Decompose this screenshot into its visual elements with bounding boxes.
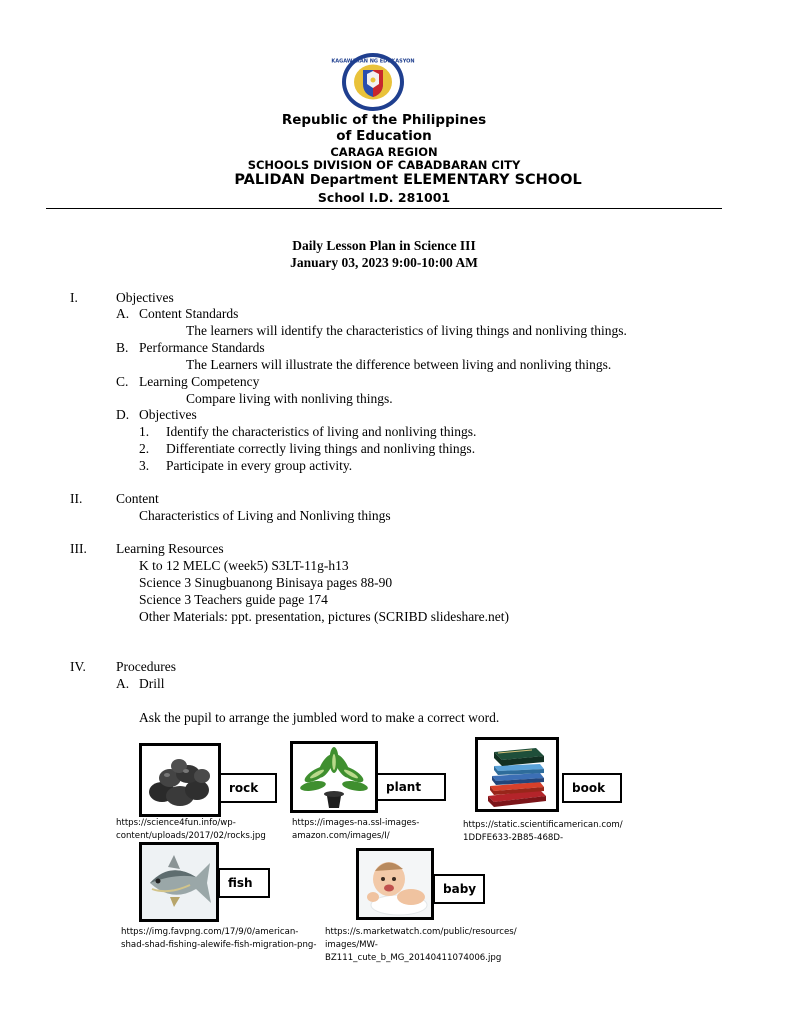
- source-line: https://images-na.ssl-images-: [292, 818, 420, 828]
- header-school-id: School I.D. 281001: [317, 190, 451, 205]
- rock-image-icon: [142, 746, 218, 814]
- fish-image-icon: [142, 845, 216, 919]
- section-numeral: IV.: [70, 659, 86, 674]
- header-school-name: [24, 172, 792, 188]
- source-line: shad-shad-fishing-alewife-fish-migration-png-: [121, 940, 317, 950]
- subsection-label: Learning Competency: [139, 374, 260, 389]
- list-item-number: 1.: [139, 424, 150, 439]
- drill-instruction: Ask the pupil to arrange the jumbled word to make a correct word.: [139, 710, 500, 725]
- resource-item: Science 3 Sinugbuanong Binisaya pages 88-90: [139, 575, 393, 590]
- resource-item: Science 3 Teachers guide page 174: [139, 592, 328, 607]
- book-image-icon: [478, 740, 556, 809]
- baby-picture: [356, 848, 434, 920]
- section-numeral: II.: [70, 491, 83, 506]
- source-line: https://img.favpng.com/17/9/0/american-: [121, 927, 299, 937]
- school-name-part-a: PALIDAN: [234, 172, 305, 188]
- content-standards-text: The learners will identify the characteristics of living things and nonliving things.: [186, 323, 627, 338]
- section-heading: Objectives: [116, 290, 174, 305]
- rock-word-label: rock: [219, 773, 277, 803]
- book-picture: [475, 737, 559, 812]
- list-item: Participate in every group activity.: [166, 458, 353, 473]
- subsection-letter: A.: [116, 676, 130, 691]
- source-line: https://s.marketwatch.com/public/resources/: [325, 927, 517, 937]
- section-numeral: I.: [70, 290, 78, 305]
- plant-word-label: plant: [376, 773, 446, 801]
- lesson-plan-date: January 03, 2023 9:00-10:00 AM: [290, 255, 478, 270]
- deped-seal: [331, 52, 415, 112]
- list-item: Differentiate correctly living things and nonliving things.: [166, 441, 476, 456]
- source-line: 1DDFE633-2B85-468D-: [463, 833, 564, 843]
- subsection-label: Drill: [139, 676, 165, 691]
- resource-item: Other Materials: ppt. presentation, pictures (SCRIBD slideshare.net): [139, 609, 510, 624]
- lesson-plan-title: Daily Lesson Plan in Science III: [292, 238, 476, 253]
- header-republic: Republic of the Philippines: [281, 112, 487, 128]
- section-heading: Procedures: [116, 659, 176, 674]
- section-numeral: III.: [70, 541, 87, 556]
- header-divider: [46, 208, 722, 209]
- learning-competency-text: Compare living with nonliving things.: [186, 391, 393, 406]
- subsection-label: Performance Standards: [139, 340, 265, 355]
- deped-seal-icon: [331, 52, 415, 112]
- list-item-number: 2.: [139, 441, 150, 456]
- fish-word-label: fish: [218, 868, 270, 898]
- source-line: images/MW-: [325, 940, 378, 950]
- baby-source-url: [325, 926, 525, 964]
- rock-picture: [139, 743, 221, 817]
- performance-standards-text: The Learners will illustrate the difference between living and nonliving things.: [186, 357, 612, 372]
- source-line: https://science4fun.info/wp-: [116, 818, 236, 828]
- subsection-letter: B.: [116, 340, 129, 355]
- list-item: Identify the characteristics of living and nonliving things.: [166, 424, 477, 439]
- resource-item: K to 12 MELC (week5) S3LT-11g-h13: [139, 558, 349, 573]
- school-name-part-b: Department: [309, 173, 399, 188]
- subsection-letter: A.: [116, 306, 130, 321]
- plant-source-url: [292, 817, 452, 845]
- book-word-label: book: [562, 773, 622, 803]
- school-name-part-c: ELEMENTARY SCHOOL: [403, 172, 582, 188]
- source-line: https://static.scientificamerican.com/: [463, 820, 623, 830]
- plant-image-icon: [293, 744, 375, 810]
- list-item-number: 3.: [139, 458, 150, 473]
- plant-picture: [290, 741, 378, 813]
- subsection-letter: C.: [116, 374, 129, 389]
- rock-source-url: [116, 817, 286, 845]
- header-division: SCHOOLS DIVISION OF CABADBARAN CITY: [247, 158, 521, 172]
- baby-image-icon: [359, 851, 431, 917]
- section-heading: Content: [116, 491, 159, 506]
- source-line: amazon.com/images/I/: [292, 831, 390, 841]
- subsection-letter: D.: [116, 407, 130, 422]
- content-text: Characteristics of Living and Nonliving things: [139, 508, 391, 523]
- section-heading: Learning Resources: [116, 541, 224, 556]
- book-source-url: [463, 819, 633, 847]
- subsection-label: Objectives: [139, 407, 197, 422]
- baby-word-label: baby: [433, 874, 485, 904]
- svg-text:KAGAWARAN NG EDUKASYON: KAGAWARAN NG EDUKASYON: [331, 58, 415, 65]
- subsection-label: Content Standards: [139, 306, 239, 321]
- header-region: CARAGA REGION: [330, 145, 438, 159]
- fish-source-url: [121, 926, 317, 954]
- source-line: BZ111_cute_b_MG_20140411074006.jpg: [325, 953, 502, 963]
- header-department: of Education: [336, 128, 432, 144]
- fish-picture: [139, 842, 219, 922]
- source-line: content/uploads/2017/02/rocks.jpg: [116, 831, 266, 841]
